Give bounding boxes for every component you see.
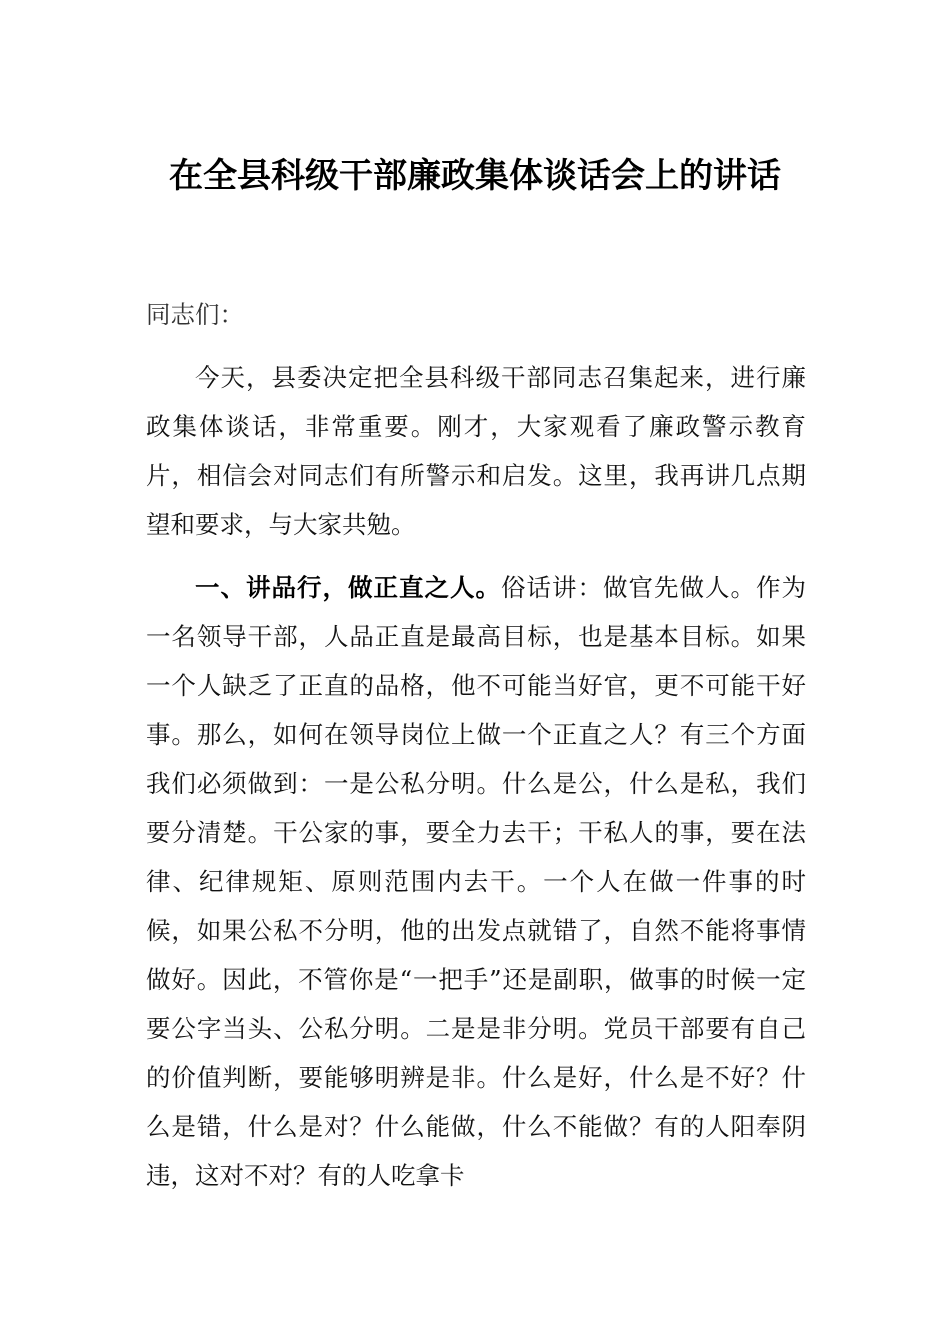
document-body [146,290,806,1214]
section-1-heading: 一、讲品行，做正直之人。 [195,573,501,602]
greeting: 同志们： [146,300,244,329]
paragraph-section-1 [146,563,806,1200]
document-title: 在全县科级干部廉政集体谈话会上的讲话 [169,156,781,196]
paragraph-intro: 今天，县委决定把全县科级干部同志召集起来，进行廉政集体谈话，非常重要。刚才，大家观看了廉政警示教育片，相信会对同志们有所警示和启发。这里，我再讲几点期望和要求，与大家共勉。 [146,363,806,539]
section-1-text: 俗话讲：做官先做人。作为一名领导干部，人品正直是最高目标，也是基本目标。如果一个人缺乏了正直的品格，他不可能当好官，更不可能干好事。那么，如何在领导岗位上做一个正直之人？有三个方面我们必须做到：一是公私分明。什么是公，什么是私，我们要分清楚。干公家的事，要全力去干；干私人的事，要在法律、纪律规矩、原则范围内去干。一个人在做一件事的时候，如果公私不分明，他的出发点就错了，自然不能将事情做好。因此，不管你是“一把手”还是副职，做事的时候一定要公字当头、公私分明。二是是非分明。党员干部要有自己的价值判断，要能够明辨是非。什么是好，什么是不好？什么是错，什么是对？什么能做，什么不能做？有的人阳奉阴违，这对不对？有的人吃拿卡 [146,573,806,1190]
